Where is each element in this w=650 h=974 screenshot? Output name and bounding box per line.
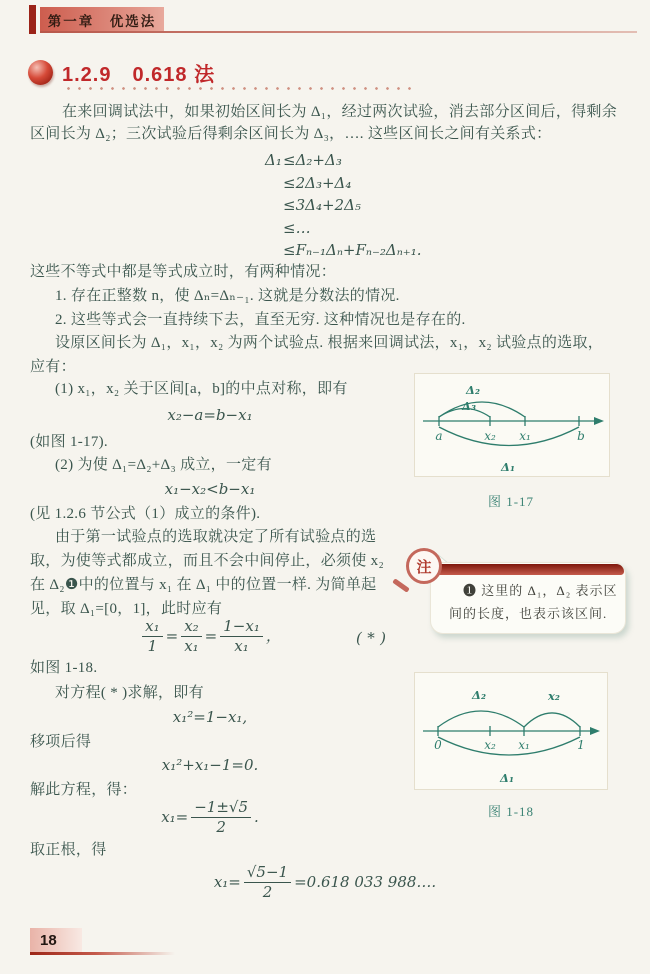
equation-golden-ratio: x₁= $\frac{√5-1}{2}$ =0.618 033 988…. [213,863,437,902]
tick-label: 0 [434,738,442,752]
body-line: (1) x₁，x₂ 关于区间[a，b]的中点对称，即有 [55,381,348,397]
equation-square: x₁²=1−x₁, [172,708,248,726]
body-line: 2. 这些等式会一直持续下去，直至无穷. 这种情况也是存在的. [55,312,466,328]
body-line: 解此方程，得： [30,782,138,798]
page-number-rule [30,952,175,955]
figure-1-18-caption: 图 1-18 [487,804,535,819]
tick-label: b [577,429,585,443]
arc-delta1 [438,737,580,755]
tick-label: x₁ [519,429,531,443]
arc-label: Δ₃ [462,399,476,413]
arc-delta1 [439,427,579,446]
tick-label: a [435,429,443,443]
arc-label: Δ₂ [472,688,486,702]
inequality-row: Δ₁≤Δ₂+Δ₃ [265,149,422,172]
body-line: 对方程( * )求解，即有 [55,685,204,701]
note-text: ❶ 这里的 Δ₁，Δ₂ 表示区 [463,583,618,598]
equation-roots: x₁= $\frac{-1\pm√5}{2}$ . [161,798,259,837]
note-callout [430,562,626,634]
body-line: 1. 存在正整数 n，使 Δₙ=Δₙ₋₁. 这就是分数法的情况. [55,288,400,304]
equation-midpoint: x₂−a=b−x₁ [167,406,253,424]
arc-label: Δ₁ [501,460,515,474]
chapter-header [40,7,164,32]
note-badge: 注 [416,559,432,576]
figure-1-17-caption: 图 1-17 [487,494,535,509]
body-line: 取，为使等式都成立，而且不会中间停止，必须使 x₂ [30,553,384,569]
arc-label: Δ₂ [466,383,480,397]
body-line: 设原区间长为 Δ₁，x₁，x₂ 为两个试验点. 根据来回调试法，x₁，x₂ 试验点的选取， [55,335,604,351]
page-number-box [30,928,82,952]
section-title: 1.2.9 0.618 法 [62,64,216,86]
fraction: $\frac{√5-1}{2}$ [244,864,291,902]
arc-x2 [524,713,580,727]
axis-arrow-icon [594,417,604,425]
tick-label: x₁ [518,738,530,752]
note-top-band [432,564,624,575]
arc-label: Δ₁ [500,771,514,785]
chapter-title: 第一章 优选法 [47,13,157,29]
figure-1-17-diagram [415,374,609,476]
chapter-accent-bar [29,5,36,34]
body-line: 取正根，得 [30,842,107,858]
inequality-row: ≤Fₙ₋₁Δₙ+Fₙ₋₂Δₙ₊₁. [283,241,422,260]
inequality-row: ≤3Δ₄+2Δ₅ [283,196,361,215]
inequality-row: ≤2Δ₃+Δ₄ [283,173,352,192]
magnifier-note-icon [406,548,442,584]
inequality-chain [265,149,422,262]
body-line: (见 1.2.6 节公式（1）成立的条件). [30,506,261,522]
body-line: 移项后得 [30,734,92,750]
magnifier-handle-icon [392,578,410,592]
section-bullet-icon [28,60,53,85]
tick-label: x₂ [484,738,496,752]
body-line: 区间长为 Δ₂；三次试验后得剩余区间长为 Δ₃，…. 这些区间长之间有关系式： [30,126,552,142]
tick-label: 1 [577,738,585,752]
inequality-row: ≤… [283,218,311,237]
equation-quadratic: x₁²+x₁−1=0. [161,756,259,774]
body-line: 应有： [30,359,76,375]
figure-1-18 [414,672,608,790]
equation-condition: x₁−x₂<b−x₁ [164,480,256,498]
tick-label: x₂ [484,429,496,443]
section-dotted-underline [63,86,415,91]
fraction: $\frac{\text{x₁}}{1}$ [142,618,162,656]
body-line: (如图 1-17). [30,434,108,450]
body-line: 由于第一试验点的选取就决定了所有试验点的选 [55,529,377,545]
body-line: 见，取 Δ₁=[0，1]，此时应有 [30,601,223,617]
body-line: 在来回调试法中，如果初始区间长为 Δ₁，经过两次试验，消去部分区间后，得剩余 [62,104,618,120]
arc-delta2 [439,402,525,417]
body-line: 如图 1-18. [30,660,98,676]
note-text: 间的长度，也表示该区间. [449,606,608,621]
page-number: 18 [40,931,57,949]
body-line: 这些不等式中都是等式成立时，有两种情况： [30,264,337,280]
header-rule [40,31,637,33]
arc-delta2 [438,711,524,727]
fraction: $\frac{-1\pm√5}{2}$ [191,799,251,837]
figure-1-17 [414,373,610,477]
body-line: 在 Δ₂❶中的位置与 x₁ 在 Δ₁ 中的位置一样. 为简单起 [30,577,377,593]
equation-star: $\frac{\text{x₁}}{1}$ = $\frac{\text{x₂}}{\text{x₁}}$ = $\frac{\text{1−x₁}}{\text{x₁}}$ ， [30,618,390,656]
axis-arrow-icon [590,727,600,735]
arc-label: x₂ [548,689,560,703]
fraction: $\frac{\text{x₂}}{\text{x₁}}$ [181,618,201,656]
figure-1-18-diagram [415,673,607,789]
equation-star-label: ( * ) [356,629,387,647]
inequality-lhs: Δ₁ [265,151,282,169]
body-line: (2) 为使 Δ₁=Δ₂+Δ₃ 成立，一定有 [55,457,272,473]
fraction: $\frac{\text{1−x₁}}{\text{x₁}}$ [220,618,263,656]
